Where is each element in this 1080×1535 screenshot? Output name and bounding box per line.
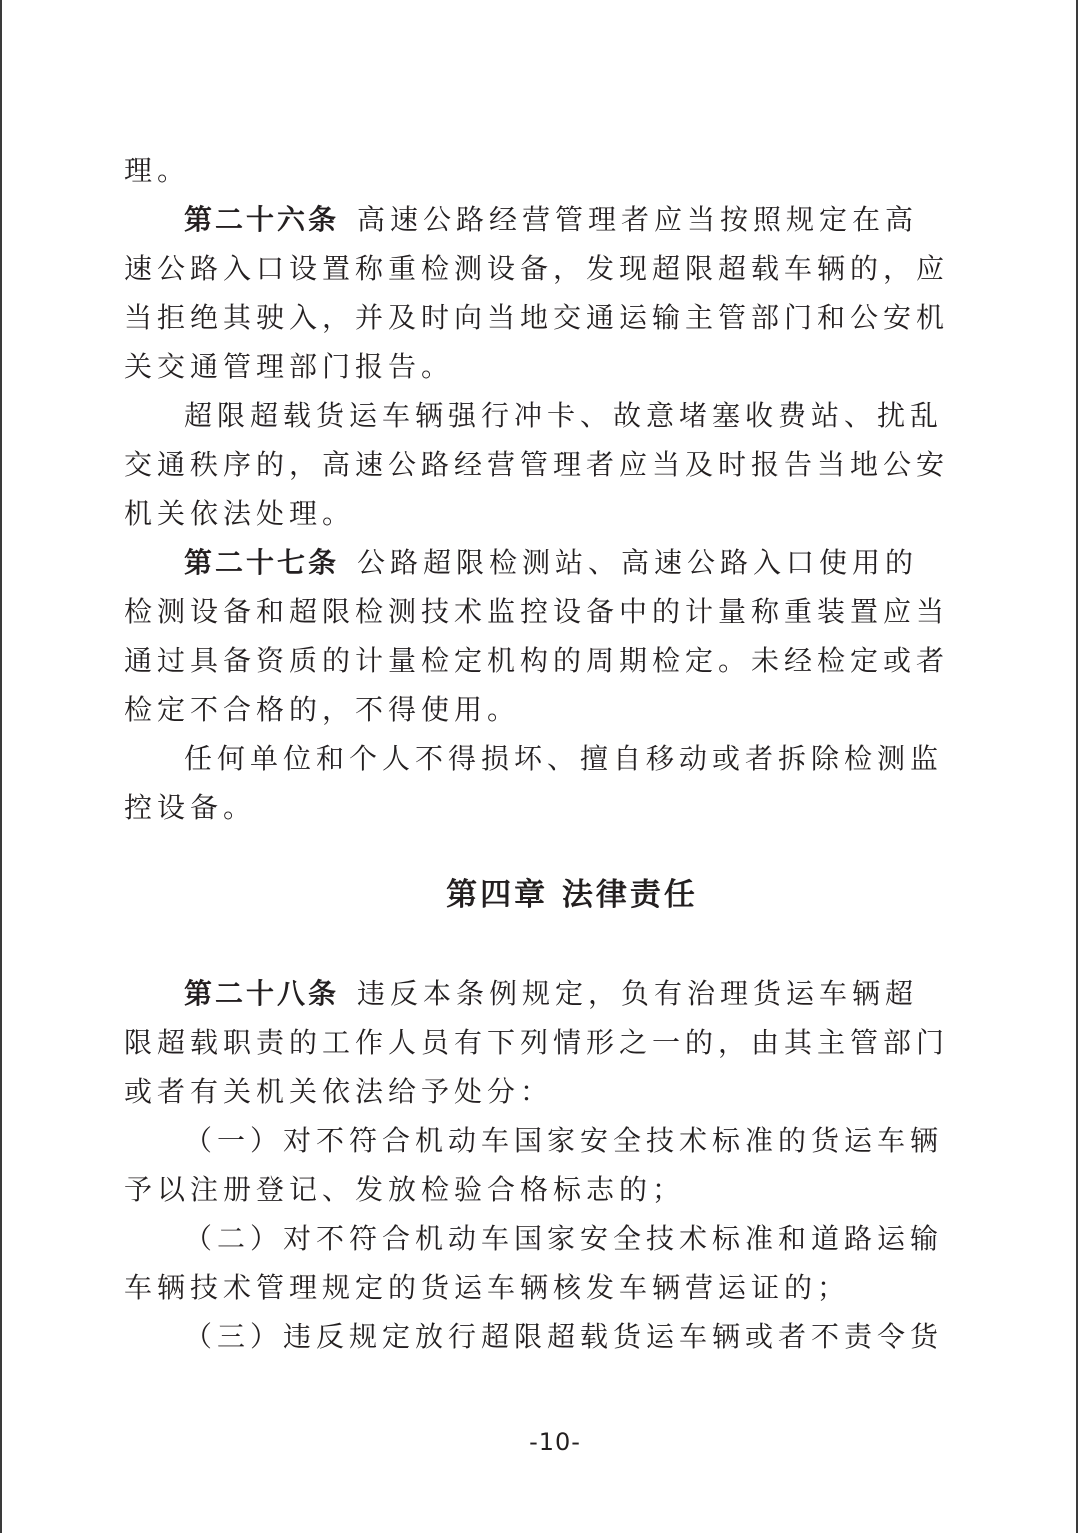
line-text: 交通秩序的，高速公路经营管理者应当及时报告当地公安 [124, 448, 950, 481]
text-line [124, 1116, 964, 1165]
line-text: 通过具备资质的计量检定机构的周期检定。未经检定或者 [124, 644, 950, 677]
line-text: 关交通管理部门报告。 [124, 350, 455, 383]
text-line [124, 1018, 964, 1067]
text-line [124, 1165, 964, 1214]
line-text: 当拒绝其驶入，并及时向当地交通运输主管部门和公安机 [124, 301, 950, 334]
line-text: 高速公路经营管理者应当按照规定在高 [357, 203, 919, 236]
text-line [124, 538, 964, 587]
text-line [124, 1214, 964, 1263]
article-number: 第二十七条 [184, 546, 340, 579]
chapter-title: 第四章 法律责任 [446, 877, 698, 913]
text-line [124, 734, 964, 783]
text-line [124, 1263, 964, 1312]
document-page [124, 146, 964, 1361]
line-text: 检测设备和超限检测技术监控设备中的计量称重装置应当 [124, 595, 950, 628]
line-text: 予以注册登记、发放检验合格标志的； [124, 1173, 686, 1206]
line-text: 任何单位和个人不得损坏、擅自移动或者拆除检测监 [184, 742, 944, 775]
text-line [124, 969, 964, 1018]
line-text: 机关依法处理。 [124, 497, 356, 530]
text-line [124, 1312, 964, 1361]
line-text: 检定不合格的，不得使用。 [124, 693, 521, 726]
line-text: 违反本条例规定，负有治理货运车辆超 [357, 977, 919, 1010]
line-text: 超限超载货运车辆强行冲卡、故意堵塞收费站、扰乱 [184, 399, 944, 432]
line-text: 理。 [124, 154, 191, 187]
line-text: 车辆技术管理规定的货运车辆核发车辆营运证的； [124, 1271, 851, 1304]
text-line [124, 1067, 964, 1116]
text-line [124, 293, 964, 342]
text-line [124, 440, 964, 489]
page-number: -10- [529, 1428, 581, 1456]
line-text: 公路超限检测站、高速公路入口使用的 [357, 546, 919, 579]
article-number: 第二十六条 [184, 203, 340, 236]
text-line [124, 391, 964, 440]
text-line [124, 636, 964, 685]
text-line [124, 685, 964, 734]
line-text: 速公路入口设置称重检测设备，发现超限超载车辆的，应 [124, 252, 950, 285]
line-text: 或者有关机关依法给予处分： [124, 1075, 554, 1108]
line-text: 限超载职责的工作人员有下列情形之一的，由其主管部门 [124, 1026, 950, 1059]
article-number: 第二十八条 [184, 977, 340, 1010]
line-text: （一）对不符合机动车国家安全技术标准的货运车辆 [184, 1124, 944, 1157]
line-text: （二）对不符合机动车国家安全技术标准和道路运输 [184, 1222, 944, 1255]
text-line [124, 195, 964, 244]
text-line [124, 342, 964, 391]
text-line [124, 244, 964, 293]
body-text-bottom [124, 969, 964, 1361]
text-line [124, 587, 964, 636]
text-line [124, 146, 964, 195]
text-line [124, 783, 964, 832]
line-text: 控设备。 [124, 791, 257, 824]
body-text-top [124, 146, 964, 832]
line-text: （三）违反规定放行超限超载货运车辆或者不责令货 [184, 1320, 944, 1353]
text-line [124, 489, 964, 538]
